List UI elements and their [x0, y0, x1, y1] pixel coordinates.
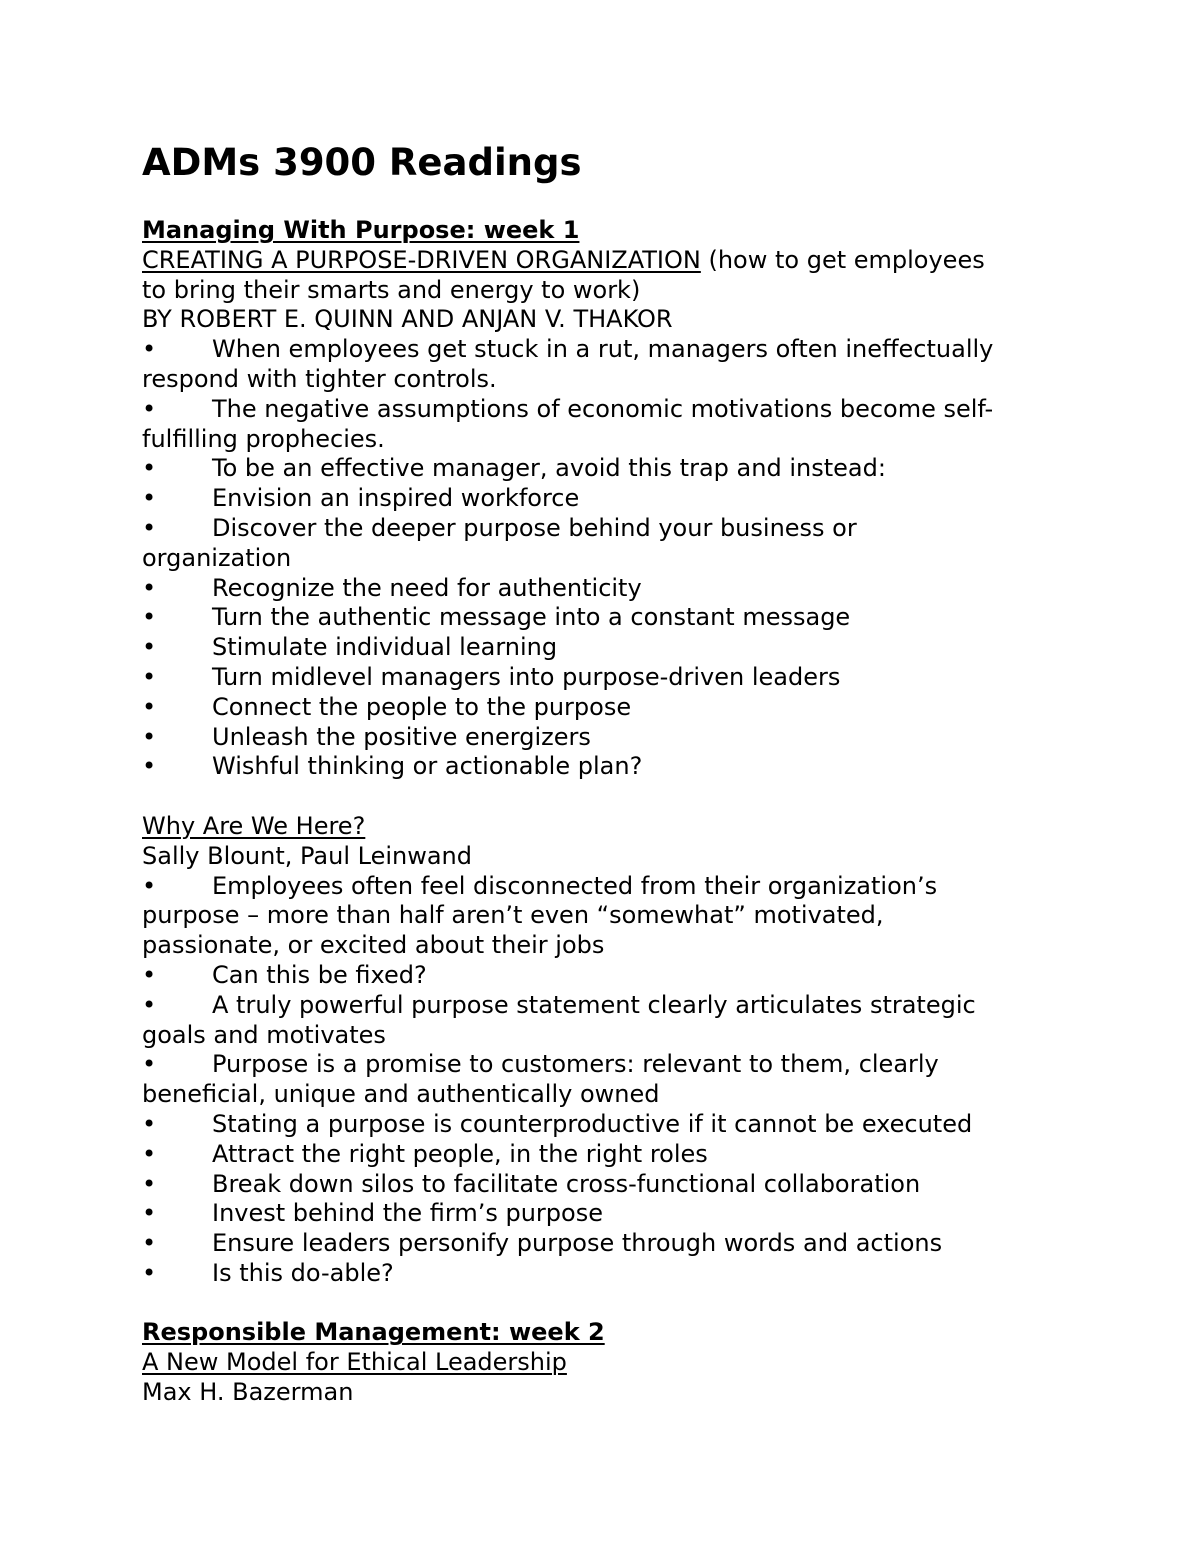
bullet-dot: • — [142, 722, 157, 751]
bullet-dot: • — [142, 335, 157, 364]
list-item-text: The negative assumptions of economic motivations become self- — [212, 394, 994, 423]
bullet-dot: • — [142, 1139, 157, 1168]
list-item — [142, 633, 1062, 663]
list-item — [142, 961, 1062, 991]
bullet-dot: • — [142, 662, 157, 691]
list-item — [142, 1170, 1062, 1200]
bullet-dot: • — [142, 484, 157, 513]
list-item-text: A truly powerful purpose statement clearly articulates strategic — [212, 990, 976, 1019]
section-why-are-we-here — [142, 812, 1062, 1289]
list-item-text: When employees get stuck in a rut, managers often ineffectually — [212, 335, 994, 364]
section-week-2 — [142, 1318, 1062, 1407]
list-item — [142, 335, 1062, 395]
list-item-text: Turn the authentic message into a constant message — [212, 603, 851, 632]
bullet-dot: • — [142, 1199, 157, 1228]
list-item-text: Recognize the need for authenticity — [212, 573, 642, 602]
article-authors: Max H. Bazerman — [142, 1378, 354, 1407]
list-item-text: Stimulate individual learning — [212, 633, 558, 662]
list-item — [142, 574, 1062, 604]
list-item — [142, 872, 1062, 961]
article-subtitle: (how to get employees — [700, 245, 985, 274]
bullet-dot: • — [142, 990, 157, 1019]
list-item-text: Ensure leaders personify purpose through words and actions — [212, 1229, 943, 1258]
list-item-text: Envision an inspired workforce — [212, 484, 580, 513]
bullet-dot: • — [142, 692, 157, 721]
article-title: Why Are We Here? — [142, 811, 366, 840]
list-item-text: To be an effective manager, avoid this trap and instead: — [212, 454, 886, 483]
list-item-text: Break down silos to facilitate cross-functional collaboration — [212, 1169, 921, 1198]
bullet-dot: • — [142, 871, 157, 900]
bullet-dot: • — [142, 1109, 157, 1138]
list-item — [142, 1259, 1062, 1289]
bullet-dot: • — [142, 752, 157, 781]
section-heading: Managing With Purpose: week 1 — [142, 216, 580, 244]
list-item-text-cont: purpose – more than half aren’t even “somewhat” motivated, — [142, 901, 884, 930]
section-heading: Responsible Management: week 2 — [142, 1318, 605, 1347]
list-item-text: Stating a purpose is counterproductive if it cannot be executed — [212, 1109, 973, 1138]
article-title-line — [142, 246, 1062, 276]
list-item-text: Is this do-able? — [212, 1258, 394, 1287]
list-item-text: Wishful thinking or actionable plan? — [212, 752, 643, 781]
list-item-text-cont: fulfilling prophecies. — [142, 424, 385, 453]
article-subtitle-cont: to bring their smarts and energy to work) — [142, 275, 641, 304]
section-week-1 — [142, 216, 1062, 782]
list-item — [142, 1110, 1062, 1140]
list-item-text-cont: respond with tighter controls. — [142, 364, 497, 393]
list-item-text-cont: beneficial, unique and authentically owned — [142, 1080, 660, 1109]
list-item — [142, 991, 1062, 1051]
bullet-dot: • — [142, 454, 157, 483]
list-item-text: Connect the people to the purpose — [212, 692, 632, 721]
list-item-text: Employees often feel disconnected from their organization’s — [212, 871, 938, 900]
list-item-text: Attract the right people, in the right roles — [212, 1139, 708, 1168]
list-item — [142, 395, 1062, 455]
list-item — [142, 663, 1062, 693]
bullet-dot: • — [142, 394, 157, 423]
list-item — [142, 723, 1062, 753]
bullet-dot: • — [142, 960, 157, 989]
list-item-text: Can this be fixed? — [212, 960, 427, 989]
bullet-dot: • — [142, 603, 157, 632]
list-item-text-cont: organization — [142, 543, 292, 572]
bullet-dot: • — [142, 633, 157, 662]
bullet-dot: • — [142, 1169, 157, 1198]
bullet-dot: • — [142, 1258, 157, 1287]
list-item-text: Purpose is a promise to customers: relevant to them, clearly — [212, 1050, 939, 1079]
list-item — [142, 514, 1062, 574]
article-title: CREATING A PURPOSE-DRIVEN ORGANIZATION — [142, 245, 701, 274]
list-item-text: Unleash the positive energizers — [212, 722, 591, 751]
bullet-dot: • — [142, 513, 157, 542]
list-item-text-cont: passionate, or excited about their jobs — [142, 931, 605, 960]
list-item-text: Discover the deeper purpose behind your business or — [212, 513, 857, 542]
spacer — [142, 782, 1062, 812]
list-item — [142, 1050, 1062, 1110]
list-item — [142, 484, 1062, 514]
article-authors: BY ROBERT E. QUINN AND ANJAN V. THAKOR — [142, 305, 673, 334]
article-title: A New Model for Ethical Leadership — [142, 1348, 567, 1377]
list-item — [142, 454, 1062, 484]
spacer — [142, 1289, 1062, 1319]
list-item-text: Turn midlevel managers into purpose-driven leaders — [212, 662, 841, 691]
document-page — [142, 140, 1062, 1408]
list-item — [142, 1199, 1062, 1229]
list-item — [142, 752, 1062, 782]
list-item — [142, 1140, 1062, 1170]
document-title: ADMs 3900 Readings — [142, 141, 582, 184]
bullet-list — [142, 872, 1062, 1289]
list-item-text: Invest behind the firm’s purpose — [212, 1199, 603, 1228]
list-item — [142, 693, 1062, 723]
bullet-dot: • — [142, 1050, 157, 1079]
bullet-list — [142, 335, 1062, 782]
bullet-dot: • — [142, 1229, 157, 1258]
list-item-text-cont: goals and motivates — [142, 1020, 386, 1049]
list-item — [142, 603, 1062, 633]
list-item — [142, 1229, 1062, 1259]
bullet-dot: • — [142, 573, 157, 602]
article-authors: Sally Blount, Paul Leinwand — [142, 841, 472, 870]
